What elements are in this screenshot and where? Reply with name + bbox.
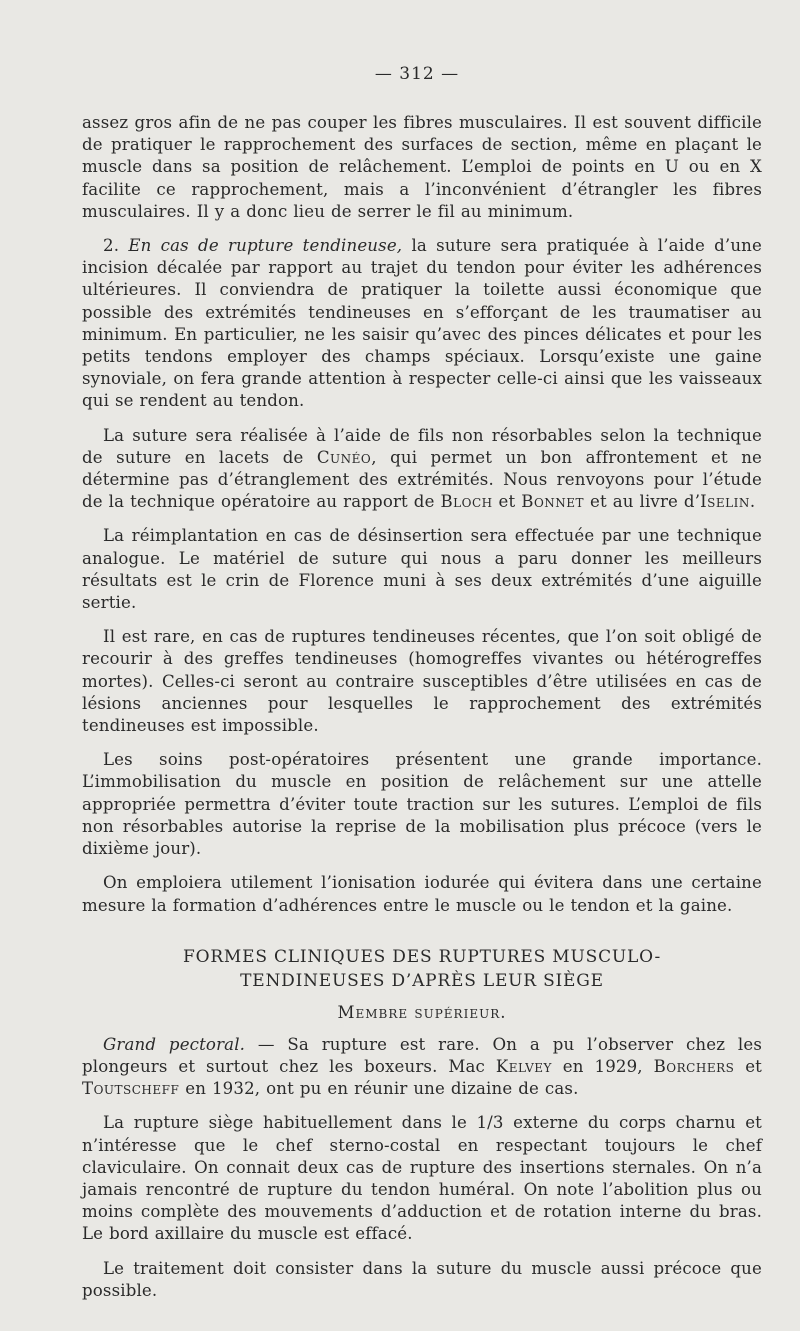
author-name: Borchers	[653, 1056, 735, 1076]
paragraph-3	[82, 425, 762, 514]
heading-line: TENDINEUSES D’APRÈS LEUR SIÈGE	[240, 970, 604, 991]
paragraph-text: et au livre d’	[584, 492, 701, 512]
paragraph-9: La rupture siège habituellement dans le 1/3 externe du corps charnu et n’intéresse que le chef sterno-costal en respectant toujours le chef claviculaire. On connait deux cas de rupture des insertions sternales. On n’a jamais rencontré de rupture du tendon huméral. On note l’abolition plus ou moins complète des mouvements d’adduction et de rotation interne du bras. Le bord axillaire du muscle est effacé.	[82, 1113, 762, 1244]
paragraph-text: .	[749, 492, 756, 512]
author-name: Toutscheff	[82, 1079, 180, 1099]
paragraph-text: La suture sera réalisée à l’aide de fils non résorbables selon la technique de suture en lacets de	[82, 425, 762, 467]
list-number: 2.	[103, 236, 129, 256]
author-name: Cunéo	[316, 447, 372, 467]
paragraph-4: La réimplantation en cas de désinsertion sera effectuée par une technique analogue. Le matériel de suture qui nous a paru donner les meilleurs résultats est le crin de Florence muni à ses deux extrémités d’une aiguille sertie.	[82, 526, 762, 613]
author-name: Bloch	[440, 492, 493, 512]
author-name: Kelvey	[495, 1056, 552, 1076]
section-heading	[82, 945, 762, 993]
subsection-heading: Membre supérieur.	[337, 1002, 507, 1022]
author-name: Iselin	[700, 492, 750, 512]
paragraph-text: , qui permet un bon affrontement et ne détermine pas d’étranglement des extrémités. Nous renvoyons pour l’étude de la technique opératoire au rapport de	[82, 447, 763, 512]
paragraph-text: en 1932, ont pu en réunir une dizaine de cas.	[179, 1079, 579, 1099]
paragraph-6: Les soins post-opératoires présentent une grande importance. L’immobilisation du muscle en position de relâchement sur une attelle appropriée permettra d’éviter toute traction sur les sutures. L’emploi de fils non résorbables autorise la reprise de la mobilisation plus précoce (vers le dixième jour).	[82, 750, 762, 859]
paragraph-7: On emploiera utilement l’ionisation iodurée qui évitera dans une certaine mesure la formation d’adhérences entre le muscle ou le tendon et la gaine.	[82, 873, 762, 915]
paragraph-text: et	[734, 1056, 763, 1076]
paragraph-text: et	[492, 492, 522, 512]
italic-lead: Grand pectoral.	[103, 1034, 246, 1054]
paragraph-text: en 1929,	[551, 1056, 654, 1076]
paragraph-2	[82, 235, 762, 413]
paragraph-8	[82, 1034, 762, 1101]
page-number: — 312 —	[374, 64, 460, 84]
paragraph-10: Le traitement doit consister dans la suture du muscle aussi précoce que possible.	[82, 1258, 762, 1300]
paragraph-1: assez gros afin de ne pas couper les fibres musculaires. Il est souvent difficile de pratiquer le rapprochement des surfaces de section, même en plaçant le muscle dans sa position de relâchement. L’emploi de points en U ou en X facilite ce rapprochement, mais a l’inconvénient d’étrangler les fibres musculaires. Il y a donc lieu de serrer le fil au minimum.	[82, 113, 762, 221]
paragraph-text: — Sa rupture est rare. On a pu l’observer chez les plongeurs et surtout chez les boxeurs. Mac	[82, 1034, 762, 1076]
heading-line: FORMES CLINIQUES DES RUPTURES MUSCULO-	[182, 946, 661, 967]
italic-lead: En cas de rupture tendineuse,	[128, 236, 403, 256]
paragraph-5: Il est rare, en cas de ruptures tendineuses récentes, que l’on soit obligé de recourir à des greffes tendineuses (homogreffes vivantes ou hétérogreffes mortes). Celles-ci seront au contraire susceptibles d’être utilisées en cas de lésions anciennes pour lesquelles le rapprochement des extrémités tendineuses est impossible.	[82, 627, 762, 736]
paragraph-text: la suture sera pratiquée à l’aide d’une incision décalée par rapport au trajet du tendon pour éviter les adhérences ultérieures. Il conviendra de pratiquer la toilette aussi économique que possible des extrémités tendineuses en s’efforçant de les traumatiser au minimum. En particulier, ne les saisir qu’avec des pinces délicates et pour les petits tendons employer des champs spéciaux. Lorsqu’existe une gaine synoviale, on fera grande attention à respecter celle-ci ainsi que les vaisseaux qui se rendent au tendon.	[82, 236, 762, 411]
author-name: Bonnet	[521, 492, 585, 512]
